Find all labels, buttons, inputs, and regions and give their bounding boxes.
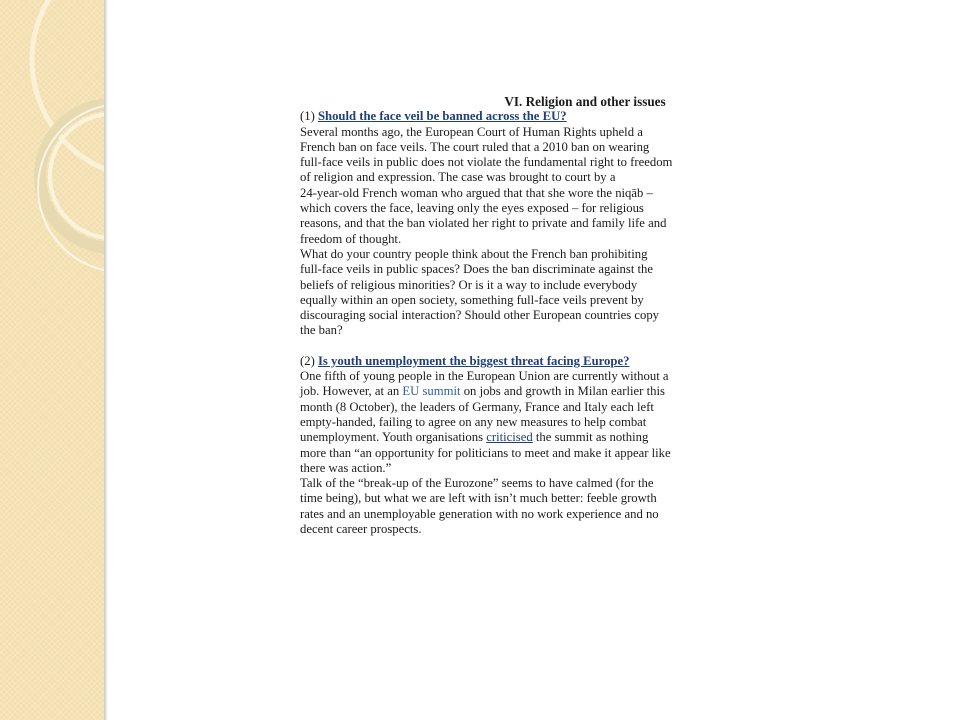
- paragraph-gap: [300, 339, 770, 354]
- q1-text-line: French ban on face veils. The court ruled that a 2010 ban on wearing: [300, 139, 650, 154]
- q2-text-line: rates and an unemployable generation with no work experience and no: [300, 506, 659, 521]
- q1-text-line: full-face veils in public does not violate the fundamental right to freedom: [300, 155, 673, 170]
- q2-text-line: month (8 October), the leaders of Germany, France and Italy each left: [300, 399, 654, 414]
- q2-text-line: Talk of the “break-up of the Eurozone” seems to have calmed (for the: [300, 476, 654, 491]
- q1-text-line: 24-year-old French woman who argued that that she wore the niqāb –: [300, 185, 653, 200]
- q1-text-line: freedom of thought.: [300, 231, 402, 246]
- q2-text-line: there was action.”: [300, 460, 392, 475]
- q1-text-line: equally within an open society, something full-face veils prevent by: [300, 292, 644, 307]
- q2-text-line: decent career prospects.: [300, 522, 422, 537]
- question-2-heading: [300, 354, 770, 369]
- question-1-heading: [300, 109, 770, 124]
- q1-text-line: of religion and expression. The case was brought to court by a: [300, 170, 616, 185]
- question-2-link[interactable]: Is youth unemployment the biggest threat facing Europe?: [317, 353, 630, 368]
- q2-text-line: more than “an opportunity for politicians to meet and make it appear like: [300, 445, 671, 460]
- q2-text-line: One fifth of young people in the European Union are currently without a: [300, 369, 669, 384]
- q1-text-line: Several months ago, the European Court of Human Rights upheld a: [300, 124, 643, 139]
- section-title: VI. Religion and other issues: [504, 94, 666, 109]
- criticised-link[interactable]: criticised: [486, 430, 533, 445]
- q1-text-line: the ban?: [300, 323, 343, 338]
- q1-text-line: which covers the face, leaving only the eyes exposed – for religious: [300, 201, 644, 216]
- question-1-link[interactable]: Should the face veil be banned across the EU?: [317, 109, 567, 124]
- q1-text-line: What do your country people think about the French ban prohibiting: [300, 246, 648, 261]
- q1-text-line: full-face veils in public spaces? Does the ban discriminate against the: [300, 262, 654, 277]
- q2-text-line: [300, 430, 770, 445]
- q2-text-fragment: job. However, at an: [300, 384, 403, 399]
- document-body: [300, 94, 770, 537]
- decorative-side-panel: [0, 0, 104, 720]
- question-1-number: (1): [300, 109, 318, 124]
- q2-text-fragment: the summit as nothing: [532, 430, 649, 445]
- question-2-number: (2): [300, 353, 318, 368]
- decorative-circles: [0, 0, 104, 720]
- eu-summit-link[interactable]: EU summit: [402, 384, 461, 399]
- q2-text-line: time being), but what we are left with isn’t much better: feeble growth: [300, 491, 657, 506]
- q2-text-fragment: unemployment. Youth organisations: [300, 430, 487, 445]
- panel-shadow: [104, 0, 108, 720]
- q1-text-line: discouraging social interaction? Should other European countries copy: [300, 308, 660, 323]
- q1-text-line: reasons, and that the ban violated her right to private and family life and: [300, 216, 667, 231]
- q2-text-line: [300, 384, 770, 399]
- q1-text-line: beliefs of religious minorities? Or is it a way to include everybody: [300, 277, 638, 292]
- q2-text-fragment: on jobs and growth in Milan earlier this: [460, 384, 665, 399]
- q2-text-line: empty-handed, failing to agree on any new measures to help combat: [300, 414, 647, 429]
